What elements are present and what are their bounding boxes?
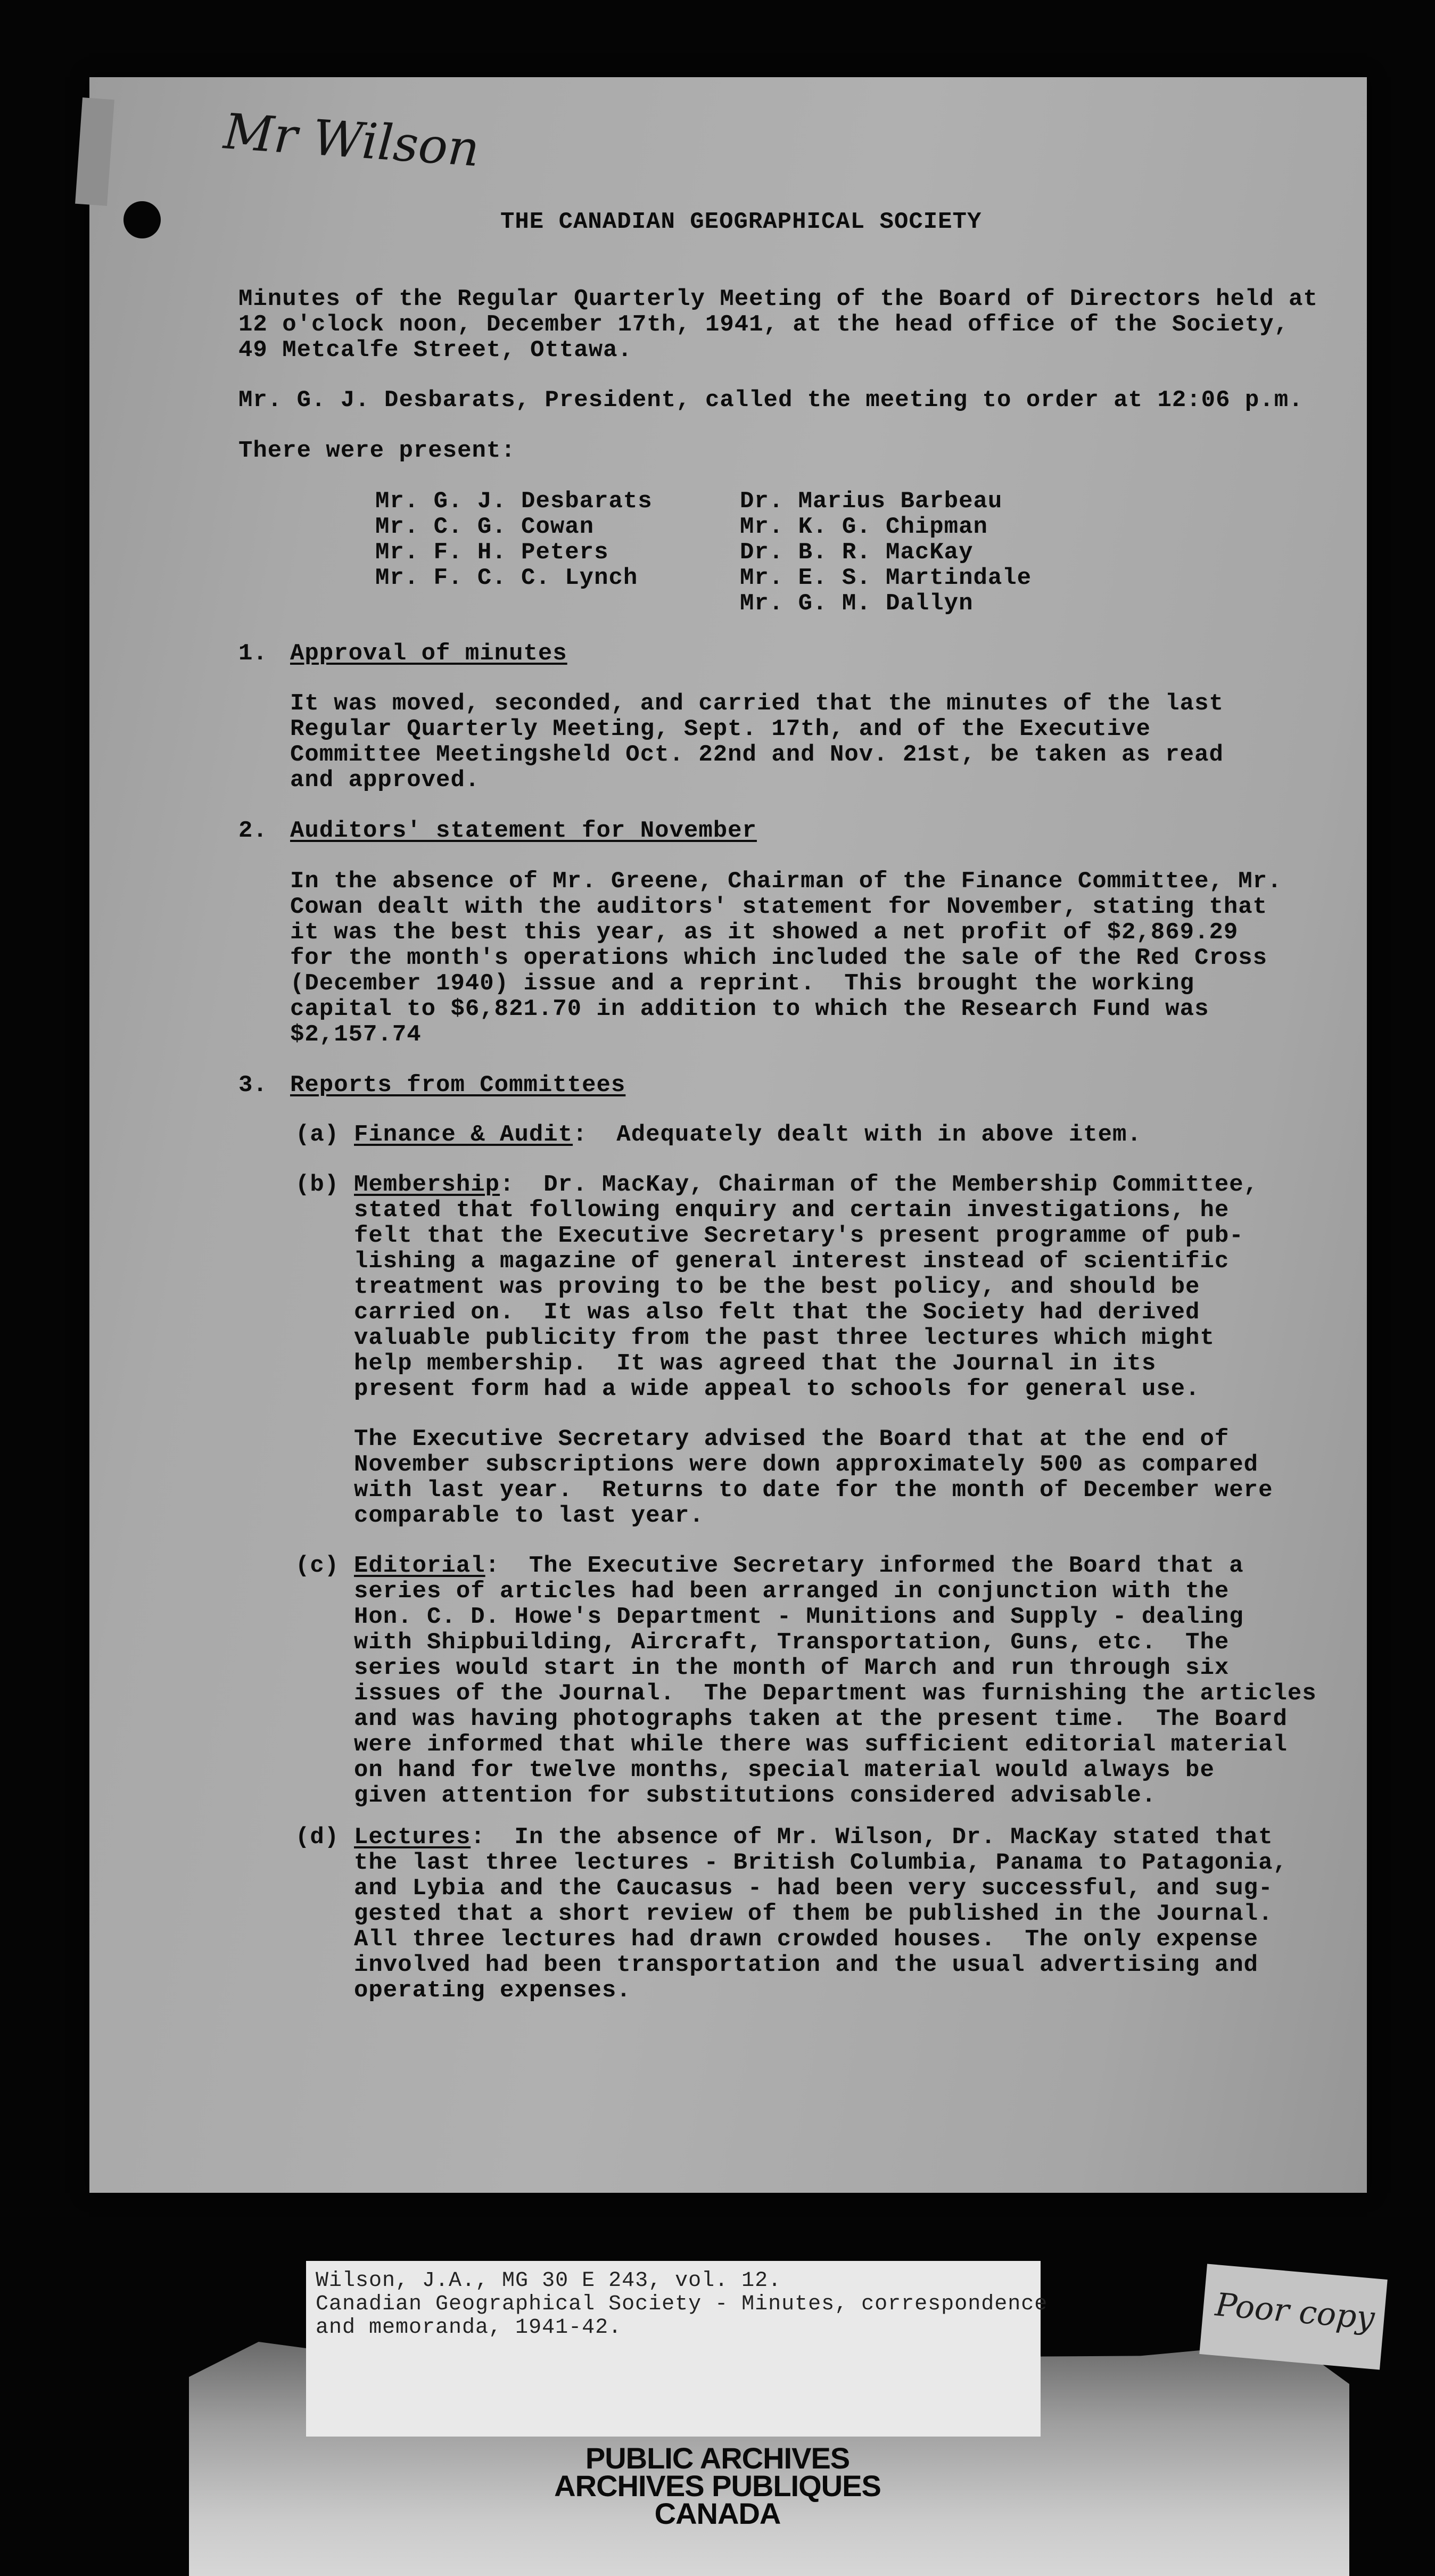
body-line: issues of the Journal. The Department was furnishing the articles [354, 1680, 1317, 1707]
poor-copy-note [1199, 2264, 1388, 2370]
body-line: on hand for twelve months, special material would always be [354, 1757, 1215, 1784]
body-line: and approved. [290, 767, 480, 794]
item-label: (c) [295, 1553, 340, 1579]
document-title: THE CANADIAN GEOGRAPHICAL SOCIETY [500, 209, 982, 235]
item-heading: Finance & Audit [354, 1121, 573, 1148]
body-line: comparable to last year. [354, 1502, 704, 1529]
punch-hole [123, 201, 161, 238]
item-line [354, 1172, 1258, 1198]
item-label: (a) [295, 1121, 340, 1148]
archives-stamp-line: ARCHIVES PUBLIQUES [554, 2469, 881, 2503]
handwritten-note: Mr Wilson [221, 103, 482, 178]
body-line: (December 1940) issue and a reprint. This brought the working [290, 970, 1195, 997]
call-to-order: Mr. G. J. Desbarats, President, called the meeting to order at 12:06 p.m. [238, 387, 1304, 414]
body-line: Hon. C. D. Howe's Department - Munitions and Supply - dealing [354, 1604, 1244, 1630]
body-line: carried on. It was also felt that the Society had derived [354, 1299, 1200, 1326]
section-number: 1. [238, 640, 268, 667]
item-text: : Adequately dealt with in above item. [573, 1121, 1142, 1148]
section-number: 3. [238, 1072, 268, 1099]
archive-label [306, 2261, 1048, 2437]
section-number: 2. [238, 818, 268, 844]
body-line: the last three lectures - British Columbia, Panama to Patagonia, [354, 1850, 1288, 1876]
body-line: series of articles had been arranged in conjunction with the [354, 1578, 1230, 1605]
attendee: Dr. Marius Barbeau [740, 488, 1003, 515]
item-heading: Editorial [354, 1553, 485, 1579]
body-line: Cowan dealt with the auditors' statement for November, stating that [290, 894, 1268, 920]
body-line: In the absence of Mr. Greene, Chairman of the Finance Committee, Mr. [290, 868, 1282, 895]
item-label: (b) [295, 1171, 340, 1198]
body-line: it was the best this year, as it showed a net profit of $2,869.29 [290, 919, 1239, 946]
body-line: for the month's operations which included the sale of the Red Cross [290, 945, 1268, 971]
body-line: valuable publicity from the past three lectures which might [354, 1325, 1215, 1351]
archive-label-line: Wilson, J.A., MG 30 E 243, vol. 12. [316, 2269, 782, 2293]
body-line: operating expenses. [354, 1977, 631, 2004]
attendee: Mr. C. G. Cowan [375, 514, 595, 540]
body-line: capital to $6,821.70 in addition to which the Research Fund was [290, 996, 1209, 1022]
body-line: $2,157.74 [290, 1021, 422, 1048]
body-line: gested that a short review of them be published in the Journal. [354, 1901, 1273, 1927]
body-line: Committee Meetingsheld Oct. 22nd and Nov. 21st, be taken as read [290, 741, 1224, 768]
archives-stamp-line: PUBLIC ARCHIVES [585, 2441, 850, 2475]
item-text: : In the absence of Mr. Wilson, Dr. MacKay stated that [471, 1824, 1273, 1851]
attendee: Dr. B. R. MacKay [740, 539, 974, 566]
body-line: help membership. It was agreed that the Journal in its [354, 1350, 1157, 1377]
body-line: given attention for substitutions considered advisable. [354, 1782, 1157, 1809]
archives-stamp-line: CANADA [654, 2497, 781, 2530]
body-line: series would start in the month of March and run through six [354, 1655, 1230, 1681]
body-line: and Lybia and the Caucasus - had been very successful, and sug- [354, 1875, 1273, 1902]
body-line: and was having photographs taken at the present time. The Board [354, 1706, 1288, 1732]
item-line [354, 1824, 1273, 1850]
attendee: Mr. G. J. Desbarats [375, 488, 653, 515]
present-label: There were present: [238, 437, 516, 464]
item-heading: Lectures [354, 1824, 471, 1851]
item-line [354, 1122, 1142, 1147]
item-text: : The Executive Secretary informed the Board that a [485, 1553, 1244, 1579]
body-line: involved had been transportation and the usual advertising and [354, 1952, 1259, 1978]
section-heading: Approval of minutes [290, 640, 567, 667]
body-line: with Shipbuilding, Aircraft, Transportation, Guns, etc. The [354, 1629, 1230, 1656]
archive-label-line: Canadian Geographical Society - Minutes, correspondence [316, 2292, 1048, 2316]
intro-line: 12 o'clock noon, December 17th, 1941, at the head office of the Society, [238, 311, 1289, 338]
section-heading: Reports from Committees [290, 1072, 626, 1099]
attendee: Mr. G. M. Dallyn [740, 590, 974, 617]
body-line: were informed that while there was sufficient editorial material [354, 1731, 1288, 1758]
body-line: All three lectures had drawn crowded houses. The only expense [354, 1926, 1259, 1953]
body-line: It was moved, seconded, and carried that the minutes of the last [290, 690, 1224, 717]
item-label: (d) [295, 1824, 340, 1851]
body-line: lishing a magazine of general interest instead of scientific [354, 1248, 1230, 1275]
body-line: November subscriptions were down approximately 500 as compared [354, 1451, 1259, 1478]
body-line: Regular Quarterly Meeting, Sept. 17th, and of the Executive [290, 716, 1151, 742]
body-line: with last year. Returns to date for the month of December were [354, 1477, 1273, 1504]
item-text: : Dr. MacKay, Chairman of the Membership Committee, [500, 1171, 1259, 1198]
body-line: stated that following enquiry and certain investigations, he [354, 1197, 1230, 1224]
body-line: present form had a wide appeal to schools for general use. [354, 1376, 1200, 1402]
attendee: Mr. F. H. Peters [375, 539, 609, 566]
item-heading: Membership [354, 1171, 500, 1198]
attendee: Mr. F. C. C. Lynch [375, 565, 638, 591]
item-line [354, 1553, 1244, 1579]
intro-line: Minutes of the Regular Quarterly Meeting of the Board of Directors held at [238, 286, 1318, 312]
intro-line: 49 Metcalfe Street, Ottawa. [238, 337, 632, 364]
attendee: Mr. K. G. Chipman [740, 514, 988, 540]
section-heading: Auditors' statement for November [290, 818, 757, 844]
body-line: treatment was proving to be the best policy, and should be [354, 1274, 1200, 1300]
body-line: felt that the Executive Secretary's present programme of pub- [354, 1223, 1244, 1249]
archive-label-line: and memoranda, 1941-42. [316, 2316, 622, 2340]
attendee: Mr. E. S. Martindale [740, 565, 1032, 591]
poor-copy-text: Poor copy [1214, 2286, 1376, 2338]
body-line: The Executive Secretary advised the Board that at the end of [354, 1426, 1230, 1452]
